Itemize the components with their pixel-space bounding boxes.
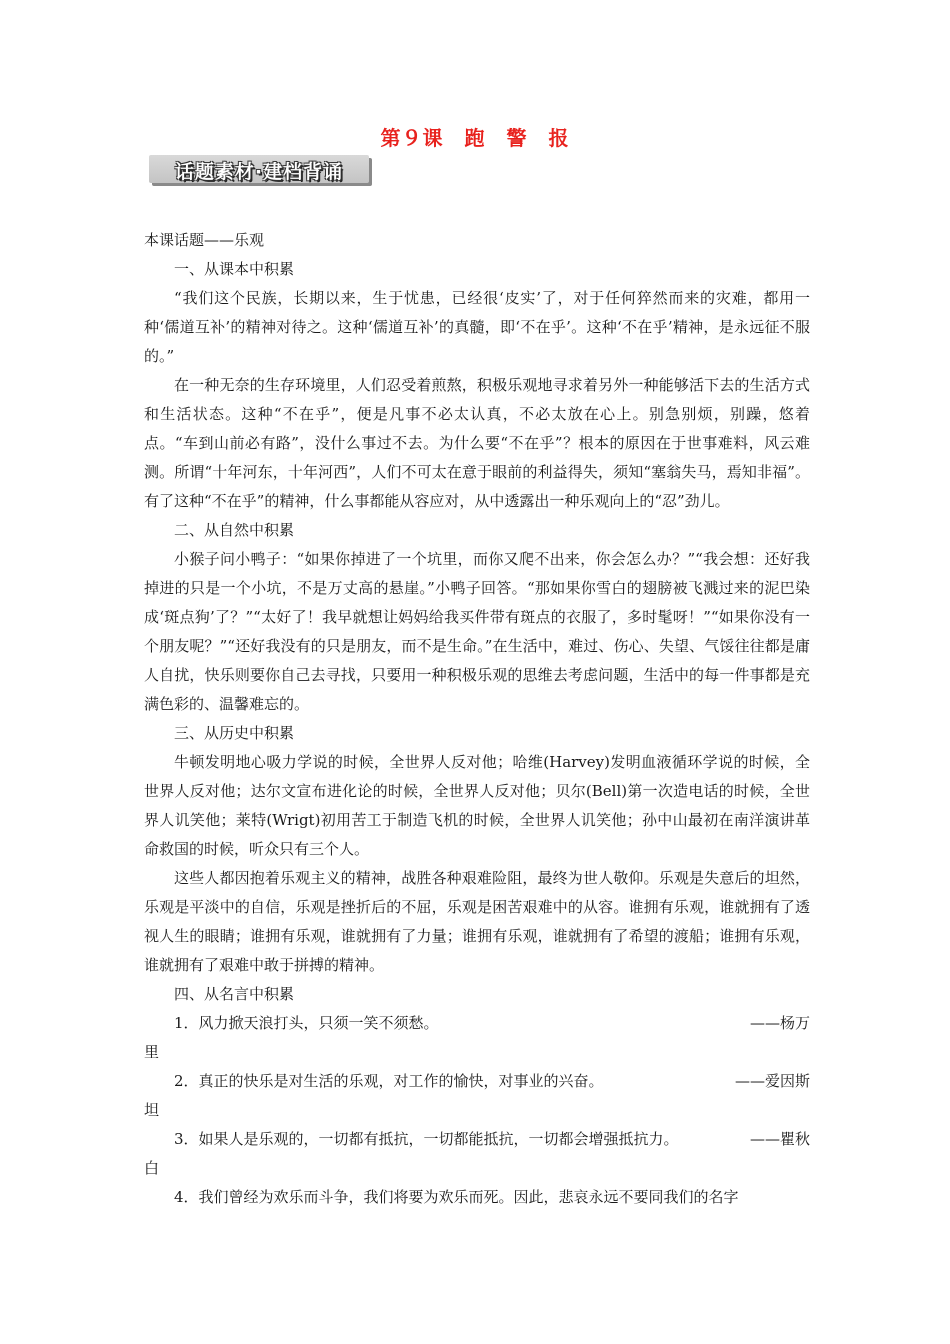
page-title: 第９课 跑 警 报 — [380, 126, 570, 150]
quote-text: 3．如果人是乐观的，一切都有抵抗，一切都能抵抗，一切都会增强抵抗力。 — [174, 1130, 679, 1148]
quote-text: 4．我们曾经为欢乐而斗争，我们将要为欢乐而死。因此，悲哀永远不要同我们的名字 — [174, 1188, 739, 1206]
section-heading-quotes: 四、从名言中积累 — [174, 985, 295, 1003]
quote-item — [144, 1009, 810, 1067]
quote-item — [144, 1125, 810, 1183]
paragraph-history-examples: 牛顿发明地心吸力学说的时候，全世界人反对他；哈维(Harvey)发明血液循环学说的时候，全世界人反对他；达尔文宣布进化论的时候，全世界人反对他；贝尔(Bell)第一次造电话的时候，全世界人讥笑他；莱特(Wrigt)初用苦工于制造飞机的时候，全世界人讥笑他；孙中山最初在南洋演讲革命救国的时候，听众只有三个人。 — [144, 753, 810, 858]
quote-author-tail: 坦 — [144, 1101, 160, 1119]
paragraph-history-summary: 这些人都因抱着乐观主义的精神，战胜各种艰难险阻，最终为世人敬仰。乐观是失意后的坦然，乐观是平淡中的自信，乐观是挫折后的不屈，乐观是困苦艰难中的从容。谁拥有乐观，谁就拥有了透视人生的眼睛；谁拥有乐观，谁就拥有了力量；谁拥有乐观，谁就拥有了希望的渡船；谁拥有乐观，谁就拥有了艰难中敢于拼搏的精神。 — [144, 869, 810, 974]
quote-author-tail: 里 — [144, 1043, 160, 1061]
paragraph-textbook-quote: “我们这个民族，长期以来，生于忧患，已经很‘皮实’了，对于任何猝然而来的灾难，都用一种‘儒道互补’的精神对待之。这种‘儒道互补’的真髓，即‘不在乎’。这种‘不在乎’精神，是永远征不服的。” — [144, 289, 810, 365]
quote-author: ——瞿秋 — [749, 1130, 810, 1148]
section-heading-textbook: 一、从课本中积累 — [174, 260, 295, 278]
quote-author: ——爱因斯 — [734, 1072, 810, 1090]
document-body — [144, 226, 810, 1212]
section-heading-history: 三、从历史中积累 — [174, 724, 295, 742]
topic-line: 本课话题——乐观 — [144, 231, 265, 249]
quote-item — [144, 1067, 810, 1125]
banner-label: 话题素材·建档背诵 — [174, 161, 344, 183]
quote-author-tail: 白 — [144, 1159, 160, 1177]
quote-author: ——杨万 — [749, 1014, 810, 1032]
paragraph-nature-story: 小猴子问小鸭子：“如果你掉进了一个坑里，而你又爬不出来，你会怎么办？”“我会想：还好我掉进的只是一个小坑，不是万丈高的悬崖。”小鸭子回答。“那如果你雪白的翅膀被飞溅过来的泥巴染成‘斑点狗’了？”“太好了！我早就想让妈妈给我买件带有斑点的衣服了，多时髦呀！”“如果你没有一个朋友呢？”“还好我没有的只是朋友，而不是生命。”在生活中，难过、伤心、失望、气馁往往都是庸人自扰，快乐则要你自己去寻找，只要用一种积极乐观的思维去考虑问题，生活中的每一件事都是充满色彩的、温馨难忘的。 — [144, 550, 810, 713]
paragraph-textbook-analysis: 在一种无奈的生存环境里，人们忍受着煎熬，积极乐观地寻求着另外一种能够活下去的生活方式和生活状态。这种“不在乎”，便是凡事不必太认真，不必太放在心上。别急别烦，别躁，悠着点。“车到山前必有路”，没什么事过不去。为什么要“不在乎”？根本的原因在于世事难料，风云难测。所谓“十年河东，十年河西”，人们不可太在意于眼前的利益得失，须知“塞翁失马，焉知非福”。有了这种“不在乎”的精神，什么事都能从容应对，从中透露出一种乐观向上的“忍”劲儿。 — [144, 376, 810, 510]
section-banner — [149, 155, 373, 187]
section-heading-nature: 二、从自然中积累 — [174, 521, 295, 539]
quote-item — [144, 1183, 810, 1212]
quote-text: 1．风力掀天浪打头，只须一笑不须愁。 — [174, 1014, 439, 1032]
quote-text: 2．真正的快乐是对生活的乐观，对工作的愉快，对事业的兴奋。 — [174, 1072, 604, 1090]
